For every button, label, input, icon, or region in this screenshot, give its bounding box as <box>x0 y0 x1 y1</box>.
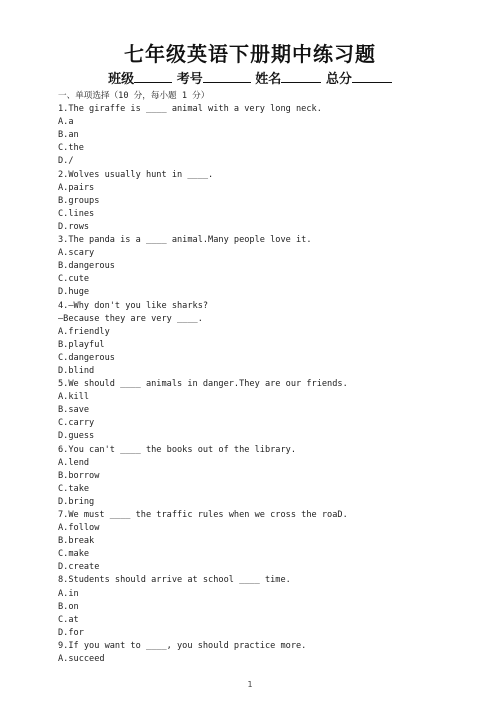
answer-option: D.for <box>58 627 84 638</box>
answer-option: A.lend <box>58 457 90 468</box>
answer-option: C.dangerous <box>58 352 115 363</box>
page-title: 七年级英语下册期中练习题 <box>124 42 376 66</box>
question-text: 5.We should ____ animals in danger.They are our friends. <box>58 379 348 390</box>
answer-option: D.blind <box>58 365 95 376</box>
answer-option: C.carry <box>58 418 95 429</box>
page-number: 1 <box>247 680 253 689</box>
question-text: 9.If you want to ____, you should practice more. <box>58 640 307 651</box>
answer-option: D.bring <box>58 496 95 507</box>
answer-option: C.the <box>58 143 84 154</box>
answer-option: B.an <box>58 130 79 141</box>
answer-option: A.scary <box>58 248 95 259</box>
question-text: 1.The giraffe is ____ animal with a very long neck. <box>58 104 322 115</box>
exam-no-label: 考号 <box>176 72 203 87</box>
answer-option: C.lines <box>58 208 95 219</box>
class-blank <box>134 70 172 83</box>
name-label: 姓名 <box>255 72 282 87</box>
answer-option: B.on <box>58 601 79 612</box>
question-text: 6.You can't ____ the books out of the library. <box>58 444 296 455</box>
question-list <box>58 90 488 666</box>
answer-option: A.a <box>58 117 74 128</box>
answer-option: A.kill <box>58 392 90 403</box>
exam-no-blank <box>203 70 251 83</box>
answer-option: D.create <box>58 562 100 573</box>
answer-option: B.groups <box>58 195 100 206</box>
class-label: 班级 <box>108 72 135 87</box>
question-text: 7.We must ____ the traffic rules when we cross the roaD. <box>58 510 348 520</box>
answer-option: D./ <box>58 156 74 167</box>
question-text: 2.Wolves usually hunt in ____. <box>58 169 214 180</box>
score-blank <box>352 70 392 83</box>
question-text: —Because they are very ____. <box>58 313 203 324</box>
answer-option: A.friendly <box>58 326 110 337</box>
name-blank <box>281 70 321 83</box>
answer-option: B.borrow <box>58 470 100 481</box>
answer-option: D.guess <box>58 431 95 442</box>
student-info-line <box>0 68 500 87</box>
answer-option: B.break <box>58 536 95 547</box>
answer-option: C.cute <box>58 274 90 285</box>
answer-option: A.in <box>58 588 79 599</box>
answer-option: A.pairs <box>58 182 95 193</box>
answer-option: D.rows <box>58 221 90 232</box>
answer-option: C.take <box>58 483 90 494</box>
section-heading: 一、单项选择（10 分，每小题 1 分） <box>58 91 210 101</box>
answer-option: B.save <box>58 405 90 416</box>
answer-option: A.succeed <box>58 654 105 665</box>
answer-option: B.dangerous <box>58 261 115 272</box>
score-label: 总分 <box>325 72 352 87</box>
question-text: 8.Students should arrive at school ____ time. <box>58 575 291 586</box>
answer-option: C.make <box>58 549 90 560</box>
answer-option: C.at <box>58 614 79 625</box>
answer-option: D.huge <box>58 287 90 298</box>
question-text: 3.The panda is a ____ animal.Many people love it. <box>58 235 312 246</box>
answer-option: A.follow <box>58 523 100 534</box>
answer-option: B.playful <box>58 339 105 350</box>
question-text: 4.—Why don't you like sharks? <box>58 300 209 311</box>
